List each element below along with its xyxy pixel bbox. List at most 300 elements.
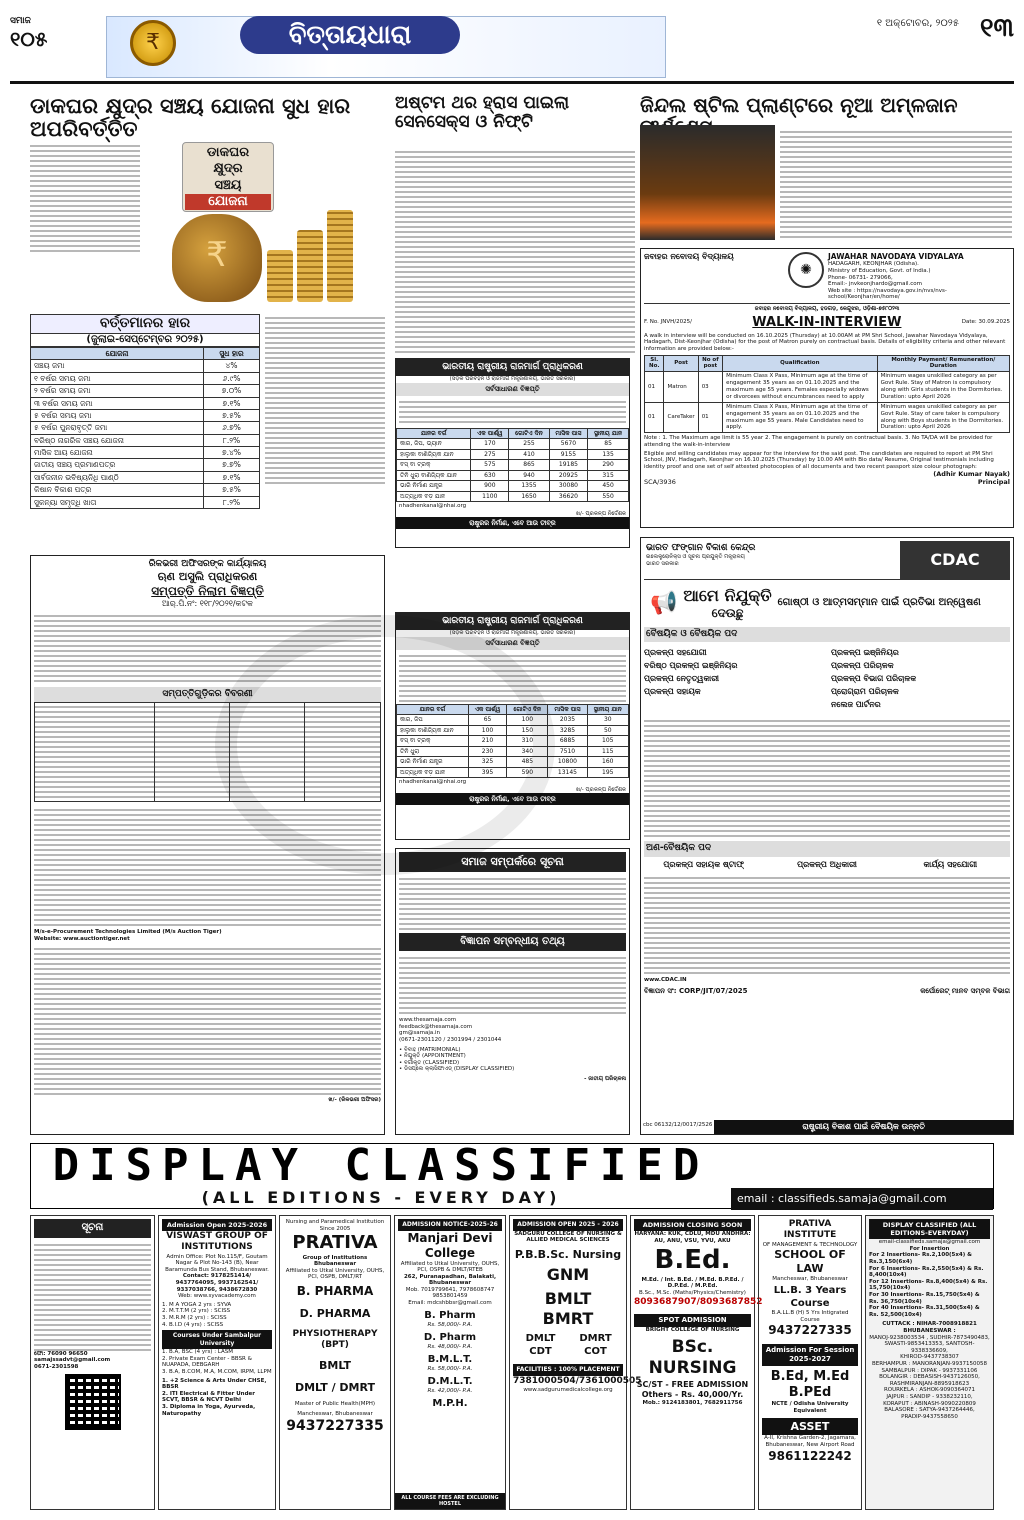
- law-name: PRATIVA INSTITUTE: [783, 1219, 837, 1241]
- rate-value: ୬.୯%: [203, 372, 259, 384]
- law-place: Mancheswar, Bhubaneswar: [772, 1275, 848, 1282]
- rate-value: ୭.୪%: [203, 447, 259, 459]
- viswast-item: 3. M.R.M (2 yrs) : SCISS: [162, 1314, 227, 1321]
- rate-contact: SWASTI-9853413353, SANTOSH-9338336609,: [884, 1341, 975, 1354]
- rate-contact: SAMBALPUR : DIPAK - 9937331106: [881, 1367, 978, 1374]
- law-course: LL.B. 3 Years Course: [773, 1285, 847, 1309]
- sadguru-c5: DMLT: [525, 1333, 556, 1345]
- nhai1-cell: 630: [471, 470, 509, 481]
- rate-scheme: ସଞ୍ଚୟ ଜମା: [31, 360, 204, 372]
- auction-notice: [30, 555, 385, 1135]
- cdac-title-2: ଇଲେକ୍ଟ୍ରୋନିକ୍ସ ଓ ସୂଚନା ପ୍ରଯୁକ୍ତି ମନ୍ତ୍ରାଳୟ: [646, 554, 745, 561]
- rate-contact: BALASORE : SATYA-9437264446,: [884, 1407, 975, 1414]
- cdac-header-text: [644, 541, 900, 579]
- viswast-name: VISWAST GROUP OF INSTITUTIONS: [166, 1231, 268, 1253]
- auction-website[interactable]: Website: www.auctiontiger.net: [34, 935, 130, 942]
- sadguru-diplomas: [513, 1333, 623, 1358]
- cdac-post: ପ୍ରକଳ୍ପ ନେତୃତ୍ୱକାରୀ: [644, 674, 720, 684]
- law-bed: B.Ed, M.Ed B.PEd: [770, 1368, 850, 1401]
- rupee-coin-icon: ₹: [130, 20, 176, 66]
- auction-ref: ଆର୍.ପି.ନଂ: ୧୧୮/୨୦୨୧/କଟକ: [162, 599, 253, 608]
- manjari-badge: ADMISSION NOTICE-2025-26: [398, 1219, 502, 1231]
- cdac-nt-text: [644, 874, 1010, 974]
- prativa-name: PRATIVA: [292, 1232, 378, 1254]
- nhai1-cell: ଅତ୍ୟଧିକ ବଡ଼ ଯାନ: [397, 491, 471, 502]
- rate-row: [31, 471, 260, 483]
- nhai1-row: [397, 460, 629, 471]
- nhai2-cell: 65: [468, 715, 507, 726]
- ad-sadguru: [509, 1215, 642, 1510]
- headline-savings: ଡାକଘର କ୍ଷୁଦ୍ର ସଞ୍ଚୟ ଯୋଜନା ସୁଧ ହାର ଅପରିବର୍ତ୍ତିତ: [30, 93, 351, 142]
- rate-row: [31, 409, 260, 421]
- jnv-cell: 01: [698, 402, 722, 433]
- prativa-addr: Mancheswar, Bhubaneswar: [297, 1411, 373, 1418]
- jnv-cell: 01: [645, 372, 664, 403]
- cdac-post: ପ୍ରକଳ୍ପ ପରିଚାଳକ: [831, 661, 894, 671]
- law-school: SCHOOL OF LAW: [774, 1248, 846, 1275]
- manjari-footer: ALL COURSE FEES ARE EXCLUDING HOSTEL: [395, 1493, 505, 1510]
- suchana-email[interactable]: samajssadvt@gmail.com: [34, 1357, 111, 1364]
- nhai2-cell: 50: [587, 725, 628, 736]
- jnv-ad: [640, 248, 1014, 528]
- rate-item: For 6 Insertions- Rs.2,550(5x4) & Rs. 8,400(10x4): [869, 1265, 984, 1279]
- money-bag-icon: [172, 214, 262, 302]
- cdac-tag-block: [683, 586, 771, 621]
- law-sub: OF MANAGEMENT & TECHNOLOGY: [762, 1241, 858, 1248]
- cdac-posts: [644, 645, 1010, 713]
- col-scheme: ଯୋଜନା: [31, 348, 204, 360]
- rate-contact: PRADIP-9437558650: [901, 1413, 958, 1420]
- auction-title-2: ଋଣ ଅସୁଲି ପ୍ରାଧିକରଣ: [157, 570, 258, 584]
- prativa-top: Nursing and Paramedical Institution Since 2005: [285, 1219, 385, 1232]
- suchana-phone2: 0671-2301598: [34, 1363, 79, 1370]
- paper-label: ସମାଜ: [10, 16, 31, 26]
- nhai2-row: [397, 715, 629, 726]
- law-ncte: NCTE / Odisha University Equivalent: [771, 1401, 849, 1414]
- jnv-cell: CareTaker: [664, 402, 698, 433]
- manjari-c3: B.M.L.T.: [427, 1353, 473, 1365]
- viswast-items2: [162, 1349, 272, 1375]
- jnv-ref: F. No. JNVH/2025/: [644, 319, 692, 326]
- samaja-category: • ଡିସପ୍ଲେ କ୍ଲାସିଫାଏଡ୍ (DISPLAY CLASSIFIED): [399, 1066, 515, 1073]
- auction-company: M/s-e-Procurement Technologies Limited (M/s Auction Tiger): [34, 929, 222, 936]
- nhai1-col: ଯାନର ବର୍ଗ: [397, 428, 471, 439]
- rate-item: For 2 Insertions- Rs.2,100(5x4) & Rs.3,150(6x4): [869, 1252, 972, 1266]
- jnv-col: No of post: [698, 355, 722, 372]
- rate-contact: BERHAMPUR : MANORANJAN-9937150058: [871, 1360, 988, 1367]
- samaja-feedback-email[interactable]: feedback@thesamaja.com: [399, 1023, 473, 1030]
- viswast-web[interactable]: Web: www.syvacademy.com: [178, 1293, 256, 1300]
- nhai1-col: ମାସିକ ପାସ: [549, 428, 587, 439]
- rates-ins-title: For Insertion: [909, 1245, 950, 1252]
- ad-suchana: [30, 1215, 155, 1510]
- rate-value: ୭.୧%: [203, 471, 259, 483]
- bed-college: BRIGHT COLLEGE OF NURSING: [645, 1326, 740, 1333]
- nhai1-cell: 1650: [509, 491, 549, 502]
- coin-stack-icon: [267, 250, 293, 302]
- prativa-c3: PHYSIOTHERAPY (BPT): [292, 1328, 378, 1351]
- bed-fee: Others - Rs. 40,000/Yr.: [641, 1389, 744, 1399]
- jnv-cell: Matron: [664, 372, 698, 403]
- viswast-item: 4. B.I.D (4 yrs) : SCISS: [162, 1321, 224, 1328]
- cdac-ad: [640, 537, 1014, 1135]
- nhai2-notice: ସର୍ବସାଧାରଣ ବିଜ୍ଞପ୍ତି: [396, 637, 629, 650]
- manjari-c3fee: Rs. 58,000/- P.A.: [427, 1366, 473, 1373]
- viswast-item: 1. B.A, BSC (4 yrs) : LASM: [162, 1349, 233, 1356]
- viswast-item: 3. Diploma in Yoga, Ayurveda, Naturopathy: [162, 1403, 256, 1417]
- auction-intro-text: [34, 612, 381, 684]
- nhai1-row: [397, 481, 629, 492]
- nhai2-footer: ରାଷ୍ଟ୍ରର ନିର୍ମାଣ, ଏବେ ଆଉ ତୀବ୍ର: [396, 793, 629, 805]
- nhai2-cell: 105: [587, 736, 628, 747]
- viswast-item: 2. Private Exam Center - BBSR & NUAPADA, DEBGARH: [162, 1355, 252, 1369]
- rate-row: [31, 459, 260, 471]
- nhai1-cell: 410: [509, 449, 549, 460]
- law-adm: Admission For Session 2025-2027: [762, 1344, 858, 1366]
- jnv-cell: 01: [645, 402, 664, 433]
- nhai1-text: [399, 398, 626, 426]
- rate-scheme: ଜାତୀୟ ସଞ୍ଚୟ ପ୍ରମାଣପତ୍ର: [31, 459, 204, 471]
- auction-cell: [35, 703, 155, 801]
- jnv-org-en: JAWAHAR NAVODAYA VIDYALAYA: [828, 252, 964, 261]
- auction-cell: [230, 703, 305, 801]
- cdac-footer-row: [641, 1120, 1013, 1134]
- viswast-items: [162, 1302, 272, 1328]
- rate-item: For 12 Insertions- Rs.8,400(5x4) & Rs. 15,750(10x4): [869, 1278, 988, 1292]
- nhai2-col: ଏକ ପାର୍ଶ୍ୱ: [468, 704, 507, 715]
- sadguru-web[interactable]: www.sadgurumedicalcollege.org: [523, 1387, 613, 1394]
- rate-table: [30, 347, 260, 509]
- bed-spot: SPOT ADMISSION: [634, 1314, 751, 1327]
- rate-contact: RASHMIRANJAN-8895918623: [889, 1380, 970, 1387]
- ad-viswast: [158, 1215, 276, 1510]
- nhai1-col: ସ୍ଥାନୀୟ ଯାନ: [588, 428, 629, 439]
- viswast-item: 2. M.T.T.M (2 yrs) : SCISS: [162, 1308, 231, 1315]
- viswast-item: 1. M A YOGA 2 yrs : SYVA: [162, 1301, 232, 1308]
- nhai2-cell: 210: [468, 736, 507, 747]
- prativa-sub: Group of Institutions Bhubaneswar: [302, 1254, 368, 1268]
- cdac-dept: କର୍ପୋରେଟ୍ ମାନବ ସମ୍ବଳ ବିଭାଗ: [920, 987, 1010, 996]
- nhai1-cell: 5670: [549, 439, 587, 450]
- cdac-post: ପ୍ରକଳ୍ପ ଇଞ୍ଜିନିୟର: [831, 648, 899, 658]
- cdac-code: cbc 06132/12/0017/2526: [643, 1122, 713, 1128]
- nhai2-text: [399, 652, 626, 702]
- rate-contact: KHIROD-9437738307: [900, 1354, 959, 1361]
- nhai2-cell: 13145: [548, 767, 587, 778]
- manjari-email[interactable]: Email: mdcshbbsr@gmail.com: [408, 1300, 492, 1307]
- header-rule: [10, 81, 1014, 84]
- nhai2-table: [396, 704, 629, 779]
- samaja-notice-text: [399, 875, 626, 930]
- cdac-post: ନଲେଜ ପାର୍ଟନର: [831, 700, 881, 710]
- nhai1-cell: 1100: [471, 491, 509, 502]
- nhai1-footer: ରାଷ୍ଟ୍ରର ନିର୍ମାଣ, ଏବେ ଆଉ ତୀବ୍ର: [396, 517, 629, 529]
- nhai2-cell: ଅତ୍ୟଧିକ ବଡ଼ ଯାନ: [397, 767, 469, 778]
- nhai1-row: [397, 491, 629, 502]
- manjari-c1fee: Rs. 58,000/- P.A.: [427, 1322, 473, 1329]
- ad-law: [758, 1215, 862, 1510]
- sadguru-c7: CDT: [529, 1345, 552, 1357]
- nhai2-cell: କାର, ଜିପ: [397, 715, 469, 726]
- cdac-nt-post: କାର୍ଯ୍ୟ ସହଯୋଗୀ: [923, 859, 978, 869]
- sadguru-c6: DMRT: [579, 1333, 612, 1345]
- rate-row: [31, 484, 260, 496]
- prativa-c6: Master of Public Health(MPH): [294, 1400, 376, 1407]
- samaja-ad-info-text: [399, 954, 626, 1014]
- rate-contact: JAJPUR : SANDIP - 9338232110,: [886, 1393, 973, 1400]
- ad-rates: [865, 1215, 994, 1510]
- cdac-tech-head: ବୈଷୟିକ ଓ ବୈଷୟିକ ପଦ: [644, 627, 1010, 642]
- cdac-footer: ରାଷ୍ଟ୍ରୀୟ ବିକାଶ ପାଇଁ ବୈଷୟିକ ଉନ୍ନତି: [714, 1120, 1013, 1134]
- auction-sale-header: ସମ୍ପତ୍ତିଗୁଡ଼ିକର ବିବରଣୀ: [34, 687, 381, 702]
- nhai1-cell: 85: [588, 439, 629, 450]
- nhai2-cell: 3285: [548, 725, 587, 736]
- law-addr: A-II, Krishna Garden-2, Jagamara, Bhubaneswar, New Airport Road: [764, 1435, 856, 1448]
- nhai1-row: [397, 449, 629, 460]
- qr-code-icon: [65, 1374, 121, 1430]
- cdac-website[interactable]: www.CDAC.IN: [644, 976, 687, 983]
- nhai1-subtitle: (ସଡ଼କ ପରିବହନ ଓ ରାଜମାର୍ଗ ମନ୍ତ୍ରଣାଳୟ, ଭାରତ ସରକାର): [449, 376, 576, 383]
- auction-sign: ଖ/- (ରିକଭରୀ ଅଫିସର): [328, 1097, 381, 1104]
- suchana-title: ସୂଚନା: [34, 1219, 151, 1238]
- rate-scheme: ସାର୍ବଜନୀନ ଭବିଷ୍ୟନିଧି ପାଣ୍ଠି: [31, 471, 204, 483]
- furnace-photo: [640, 125, 775, 240]
- rates-title: DISPLAY CLASSIFIED (ALL EDITIONS-EVERYDAY): [869, 1219, 990, 1239]
- manjari-c4: D.M.L.T.: [427, 1375, 473, 1387]
- nhai-ad-2: [395, 612, 630, 840]
- cdac-nontech-head: ଅଣ-ବୈଷୟିକ ପଦ: [644, 841, 1010, 856]
- nhai1-cell: 575: [471, 460, 509, 471]
- suchana-phone1: ଫୋ: 76090 96650: [34, 1350, 88, 1357]
- nhai2-cell: ହାଲୁକା ବାଣିଜ୍ୟିକ ଯାନ: [397, 725, 469, 736]
- viswast-addr: Admin Office: Plot No.115/F, Goutam Nagar & Plot No-143 (B), Near Baramunda Bus Stand, Bhubaneswar.: [165, 1253, 269, 1273]
- nhai1-cell: 450: [588, 481, 629, 492]
- nhai1-table: [396, 428, 629, 503]
- nhai1-email: nhadhenkanal@nhai.org: [399, 503, 467, 510]
- bed-big: B.Ed.: [654, 1245, 731, 1276]
- viswast-sambalpur: Courses Under Sambalpur University: [162, 1330, 272, 1349]
- jnv-org-en-block: [828, 252, 1010, 301]
- cdac-post: ପ୍ରକଳ୍ପ ବିଭାଗ ପରିଚାଳକ: [831, 674, 917, 684]
- rate-scheme: ୫ ବର୍ଷର ପୁନରାବୃତ୍ତି ଜମା: [31, 422, 204, 434]
- rate-value: ୮.୨%: [203, 434, 259, 446]
- rate-scheme: ୧ ବର୍ଷର ସମୟ ଜମା: [31, 372, 204, 384]
- nhai1-cell: 135: [588, 449, 629, 460]
- nhai2-cell: 325: [468, 757, 507, 768]
- nhai1-sign: ଖ/- ପ୍ରକଳ୍ପ ନିର୍ଦ୍ଦେଶକ: [575, 510, 626, 517]
- jnv-designation: Principal: [977, 478, 1010, 487]
- rate-scheme: କିଷାନ ବିକାଶ ପତ୍ର: [31, 484, 204, 496]
- story-text-savings-2: [265, 314, 385, 484]
- cdac-nt-post: ପ୍ରକଳ୍ପ ସହାୟକ ଷ୍ଟାଫ୍: [663, 859, 744, 869]
- savings-rate-table: [30, 314, 260, 509]
- rate-contact: BOLANGIR : DEBASISH-9437126050,: [879, 1374, 980, 1381]
- rate-table-subtitle: (ଜୁଲାଇ-ସେପ୍ଟେମ୍ବର ୨୦୨୫): [30, 334, 260, 348]
- cdac-tag-1: ଆମେ ନିଯୁକ୍ତି: [683, 586, 772, 605]
- bed-bsc: B.Sc., M.Sc. (Maths/Physics/Chemistry): [639, 1290, 746, 1296]
- story-text-sensex: [395, 148, 635, 353]
- law-course2: B.A.LL.B (H) 5 Yrs Intigrated Course: [771, 1310, 849, 1323]
- coin-stack-icon: [327, 210, 353, 302]
- nhai2-cell: 230: [468, 746, 507, 757]
- jnv-email: Email:- jnvkeonjhardo@gmail.com: [828, 281, 923, 288]
- rates-cuttack: CUTTACK : NIHAR-7008918821: [882, 1321, 977, 1328]
- samaja-gm-email[interactable]: gm@samaja.in: [399, 1030, 440, 1037]
- jnv-cell: 03: [698, 372, 722, 403]
- jnv-footer: Eligible and willing candidates may appear for the interview for the said post. The candidates are required to report at PM Shri School, JNV, Hadagarh, Keonjhar on 16.10.2025 (Thursday) by 10.00 AM with Bio data/ Resume, Original testimonials including identity proof and one set of self attested photocopies of all documents and two recent passport size colour photograph:: [644, 450, 994, 470]
- nhai1-row: [397, 439, 629, 450]
- viswast-item: 2. ITI Electrical & Fitter Under SCVT, BBSR & NCVT Delhi: [162, 1390, 255, 1404]
- manjari-c5: M.P.H.: [432, 1398, 468, 1410]
- nhai2-col: ମାସିକ ପାସ: [548, 704, 587, 715]
- cdac-title-3: ଭାରତ ସରକାର: [646, 560, 679, 567]
- viswast-items3: [162, 1378, 272, 1418]
- jnv-signatory: (Adhir Kumar Nayak): [933, 470, 1010, 479]
- issue-date: ୧ ଅକ୍ଟୋବର, ୨୦୨୫: [876, 18, 959, 29]
- jnv-header: [644, 252, 1010, 304]
- jnv-row: [645, 402, 1010, 433]
- nhai1-cell: 36620: [549, 491, 587, 502]
- samaja-category: • ବିବାହ (MATRIMONIAL): [399, 1046, 461, 1053]
- nhai2-cell: 310: [507, 736, 548, 747]
- manjari-c1: B. Pharm: [424, 1309, 476, 1321]
- masthead: [10, 6, 1014, 84]
- nhai2-row: [397, 757, 629, 768]
- sadguru-c2: GNM: [546, 1265, 590, 1285]
- nhai1-col: ଗୋଟିଏ ଦିନ: [509, 428, 549, 439]
- samaja-category: • ନିଯୁକ୍ତି (APPOINTMENT): [399, 1053, 466, 1060]
- cdac-post: ପ୍ରକଳ୍ପ ସହଯୋଗୀ: [644, 648, 707, 658]
- classified-email[interactable]: email : classifieds.samaja@gmail.com: [731, 1188, 993, 1210]
- bed-mob: Mob.: 9124183801, 7682911756: [642, 1399, 743, 1406]
- cdac-tag-2: ଦେଉଛୁ: [711, 606, 744, 620]
- rate-scheme: ୫ ବର୍ଷର ସମୟ ଜମା: [31, 409, 204, 421]
- manjari-c2: D. Pharm: [423, 1331, 477, 1343]
- bed-bscn: BSc. NURSING: [648, 1337, 737, 1379]
- cdac-post: ପ୍ରୋଗ୍ରାମ ପରିଚାଳକ: [831, 687, 899, 697]
- viswast-item: 3. B.A, B.COM, M.A, M.COM, IRPM, LLPM: [162, 1368, 272, 1375]
- bed-badge: ADMISSION CLOSING SOON: [634, 1219, 751, 1231]
- nhai1-cell: କାର, ଜିପ, ଭ୍ୟାନ: [397, 439, 471, 450]
- nhai2-cell: ବସ୍ ବା ଟ୍ରକ୍: [397, 736, 469, 747]
- jnv-phone: Phone- 06731- 279066,: [828, 274, 893, 281]
- cdac-qualification-text: [644, 717, 1010, 837]
- auction-cell: [305, 703, 380, 801]
- manjari-c2fee: Rs. 48,000/- P.A.: [427, 1344, 473, 1351]
- jnv-sign-row: [644, 478, 1010, 486]
- nhai2-cell: 590: [507, 767, 548, 778]
- samaja-web[interactable]: www.thesamaja.com: [399, 1017, 457, 1024]
- auction-property-text: [34, 806, 381, 926]
- savings-label-2: କ୍ଷୁଦ୍ର: [213, 161, 243, 177]
- nhai1-cell: 30080: [549, 481, 587, 492]
- auction-cell: [155, 703, 230, 801]
- nhai2-subtitle: (ସଡ଼କ ପରିବହନ ଓ ରାଜମାର୍ଗ ମନ୍ତ୍ରଣାଳୟ, ଭାରତ ସରକାର): [449, 630, 576, 637]
- rate-row: [31, 385, 260, 397]
- coin-stack-icon: [297, 230, 323, 302]
- auction-schedule-grid: [34, 702, 381, 802]
- nhai1-col: ଏକ ପାର୍ଶ୍ୱ: [471, 428, 509, 439]
- viswast-item: 1. +2 Science & Arts Under CHSE, BBSR: [162, 1377, 267, 1391]
- masthead-left: [10, 16, 100, 56]
- nhai1-title: ଭାରତୀୟ ରାଷ୍ଟ୍ରୀୟ ରାଜମାର୍ଗ ପ୍ରାଧିକରଣ: [396, 359, 629, 376]
- rates-email[interactable]: email-classifieds.samaja@gmail.com: [878, 1239, 981, 1246]
- page-number: ୧୩: [980, 13, 1014, 43]
- sadguru-facilities: FACILITIES : 100% PLACEMENT: [513, 1364, 623, 1376]
- rate-row: [31, 360, 260, 372]
- nhai2-cell: 2035: [548, 715, 587, 726]
- auction-title-1: ରିକଭରୀ ଅଫିସରଙ୍କ କାର୍ଯ୍ୟାଳୟ: [148, 559, 267, 569]
- nhai2-cell: 30: [587, 715, 628, 726]
- jnv-table: [644, 355, 1010, 434]
- nhai1-cell: ହାଲୁକା ବାଣିଜ୍ୟିକ ଯାନ: [397, 449, 471, 460]
- prativa-c5: DMLT / DMRT: [294, 1381, 375, 1395]
- rate-value: ୬.୭%: [203, 422, 259, 434]
- rate-value: ୭.୭%: [203, 459, 259, 471]
- nhai1-cell: 290: [588, 460, 629, 471]
- prativa-c1: B. PHARMA: [296, 1284, 374, 1299]
- nhai1-notice: ସର୍ବସାଧାରଣ ବିଜ୍ଞପ୍ତି: [396, 383, 629, 396]
- sadguru-phone: 7381000504/7361000505: [513, 1375, 642, 1386]
- jnv-col: Monthly Payment/ Remuneration/ Duration: [877, 355, 1009, 372]
- jnv-cell: Minimum Class X Pass, Minimum age at the time of engagement 35 years as on 01.10.2025 and the maximum age 55 years. Females especially widows or divorcees without encumbrances need to apply: [723, 372, 878, 403]
- rate-row: [31, 422, 260, 434]
- jnv-website: Web site : https://navodaya.gov.in/nvs/nvs-school/Keonjhar/en/home/: [828, 287, 947, 301]
- nhai2-cell: 115: [587, 746, 628, 757]
- cdac-logo: CDAC: [900, 541, 1010, 579]
- story-text-jindal: [780, 128, 1012, 240]
- prativa-c2: D. PHARMA: [299, 1307, 371, 1321]
- jnv-org-odia: ଜବାହର ନବୋଦୟ ବିଦ୍ୟାଳୟ: [644, 252, 734, 261]
- rate-contact: ROURKELA : ASHOK-9090364071: [883, 1387, 976, 1394]
- viswast-contact: Contact: 9178251414/ 9437764095, 9937162541/ 9337038766, 9438672830: [175, 1273, 259, 1293]
- rates-items: [869, 1252, 990, 1318]
- nhai2-cell: 395: [468, 767, 507, 778]
- cdac-ad-no: ବିଜ୍ଞାପନ ସଂ: CORP/JIT/07/2025: [644, 987, 748, 996]
- ad-bed: [630, 1215, 763, 1510]
- rate-table-title: ବର୍ତ୍ତମାନର ହାର: [30, 314, 260, 334]
- jnv-row: [645, 372, 1010, 403]
- cdac-post: ବରିଷ୍ଠ ପ୍ରକଳ୍ପ ଇଞ୍ଜିନିୟର: [644, 661, 738, 671]
- display-classified-banner: [30, 1140, 994, 1209]
- jnv-code: SCA/3936: [644, 478, 676, 487]
- bed-phone: 8093687907/8093687852: [634, 1296, 763, 1307]
- samaja-notice: [395, 848, 630, 1135]
- nhai2-cell: 340: [507, 746, 548, 757]
- nhai2-sign: ଖ/- ପ୍ରକଳ୍ପ ନିର୍ଦ୍ଦେଶକ: [575, 786, 626, 793]
- samaja-notice-title: ସମାଜ ସମ୍ପର୍କରେ ସୂଚନା: [399, 852, 626, 872]
- issue-number: ୧୦୫: [10, 27, 48, 52]
- manjari-campus: 262, Puranapadhan, Balakati, Bhubaneswar: [403, 1273, 497, 1287]
- rate-row: [31, 434, 260, 446]
- nhai2-col: ସ୍ଥାନୀୟ ଯାନ: [587, 704, 628, 715]
- jnv-date: Date: 30.09.2025: [961, 319, 1010, 326]
- samaja-category: • ବର୍ଗୀକୃତ (CLASSIFIED): [399, 1059, 460, 1066]
- jnv-ref-row: [644, 315, 1010, 331]
- nhai1-cell: 1355: [509, 481, 549, 492]
- jnv-cell: Minimum wages unskilled category as per Govt Rule. Stay of care taker is compulsory along with Boys students in the Dormitories. Duration: upto April 2026: [877, 402, 1009, 433]
- samaja-categories: [399, 1047, 626, 1073]
- savings-label-1: ଡାକଘର: [206, 145, 250, 160]
- nhai1-cell: ବସ୍ ବା ଟ୍ରକ୍: [397, 460, 471, 471]
- auction-title-3: ସମ୍ପତ୍ତି ନିଲାମ ବିଜ୍ଞପ୍ତି: [151, 584, 264, 598]
- nhai2-email: nhadhenkanal@nhai.org: [399, 779, 467, 786]
- rate-scheme: ୨ ବର୍ଷର ସମୟ ଜମା: [31, 385, 204, 397]
- auction-terms-text: [34, 945, 381, 1095]
- sadguru-c3: BMLT: [544, 1289, 592, 1309]
- cdac-headline: ଗୋଷ୍ଠୀ ଓ ଆତ୍ମସମ୍ମାନ ପାଇଁ ପ୍ରତିଭା ଅନ୍ୱେଷଣ: [777, 597, 981, 609]
- manjari-name: Manjari Devi College: [407, 1230, 493, 1260]
